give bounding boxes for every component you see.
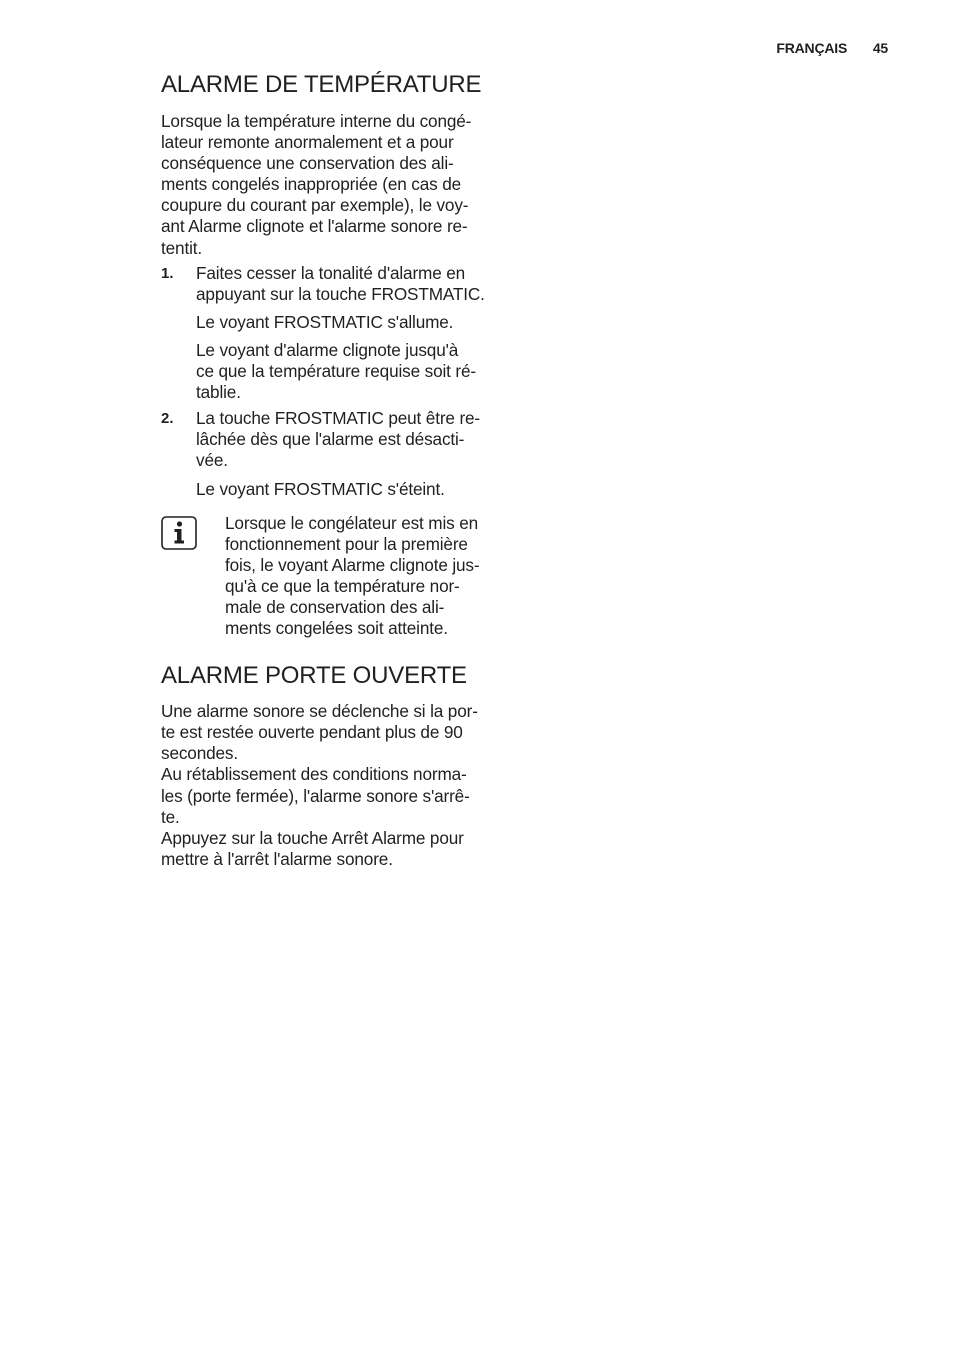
text-line: ments congelées soit atteinte. [225,618,448,639]
text-line: qu'à ce que la température nor- [225,575,460,596]
text-line: conséquence une conservation des ali- [161,153,454,174]
text-line: Le voyant FROSTMATIC s'éteint. [196,478,445,499]
text-line: tablie. [196,382,241,403]
section-title-door-alarm: ALARME PORTE OUVERTE [161,662,467,690]
section-title-temperature-alarm: ALARME DE TEMPÉRATURE [161,71,482,98]
section-door-alarm [161,661,516,870]
text-line: les (porte fermée), l'alarme sonore s'arrê- [161,785,470,806]
text-line: Une alarme sonore se déclenche si la por- [161,701,478,722]
text-line: male de conservation des ali- [225,596,445,617]
step-result [196,479,516,500]
step-number: 2. [161,410,174,428]
text-line: lâchée dès que l'alarme est désacti- [196,429,465,450]
text-line: mettre à l'arrêt l'alarme sonore. [161,848,393,869]
text-line: fonctionnement pour la première [225,533,468,554]
text-line: fois, le voyant Alarme clignote jus- [225,554,480,575]
step-text [196,408,516,471]
header-language: FRANÇAIS [776,40,848,56]
info-note [161,513,516,640]
note-text [225,513,516,640]
text-line: Appuyez sur la touche Arrêt Alarme pour [161,827,464,848]
text-line: tentit. [161,237,202,258]
text-line: Le voyant d'alarme clignote jusqu'à [196,339,459,360]
steps-list [161,263,516,500]
text-line: Au rétablissement des conditions norma- [161,764,467,785]
text-line: ce que la température requise soit ré- [196,361,476,382]
text-line: Faites cesser la tonalité d'alarme en [196,262,466,283]
section-temperature-alarm [161,70,516,639]
step-text [196,263,516,305]
text-line: lateur remonte anormalement et a pour [161,132,454,153]
text-line: vée. [196,450,228,471]
intro-paragraph [161,111,516,259]
text-line: te. [161,806,180,827]
step-result [196,312,516,333]
text-line: La touche FROSTMATIC peut être re- [196,408,481,429]
step-number: 1. [161,264,174,282]
step-result [196,340,516,403]
page-header [776,40,888,56]
text-line: appuyant sur la touche FROSTMATIC. [196,283,485,304]
text-line: ant Alarme clignote et l'alarme sonore re- [161,216,468,237]
text-line: ments congelés inappropriée (en cas de [161,174,462,195]
step-item [161,263,516,404]
info-icon [161,516,197,550]
text-line: secondes. [161,743,239,764]
content-column [161,70,516,870]
page-number: 45 [872,40,888,56]
text-line: te est restée ouverte pendant plus de 90 [161,722,463,743]
text-line: Lorsque le congélateur est mis en [225,512,479,533]
text-line: Lorsque la température interne du congé- [161,111,472,131]
step-item [161,408,516,499]
door-alarm-paragraph [161,701,516,870]
text-line: coupure du courant par exemple), le voy- [161,195,469,216]
text-line: Le voyant FROSTMATIC s'allume. [196,311,454,332]
